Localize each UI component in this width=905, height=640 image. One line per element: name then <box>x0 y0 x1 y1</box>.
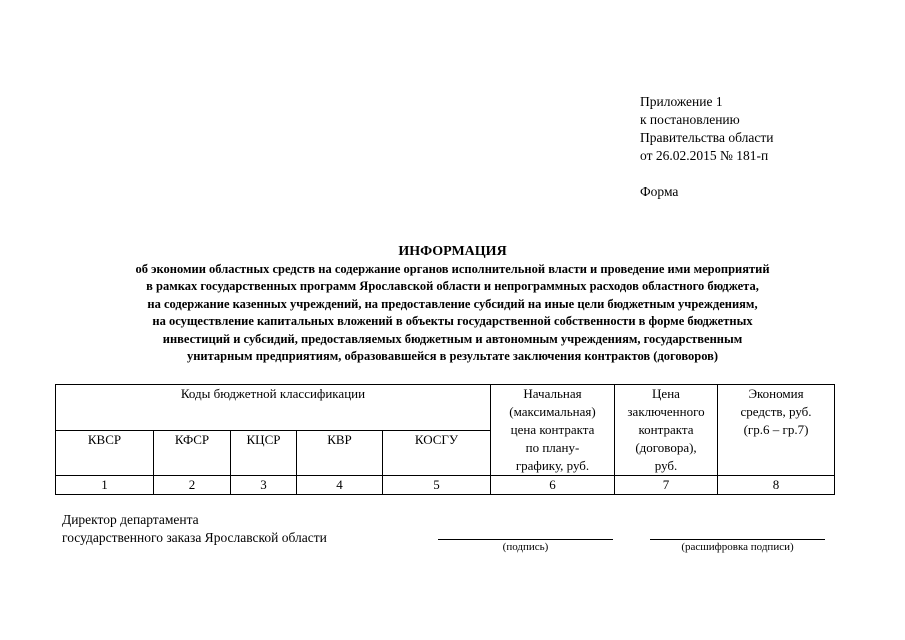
appendix-block <box>640 93 773 165</box>
header-line: по плану- <box>525 440 580 455</box>
title-line: на содержание казенных учреждений, на предоставление субсидий на иные цели бюджетным учреждениям, <box>147 296 758 311</box>
header-kosgu: КОСГУ <box>383 430 491 476</box>
signature-caption: (подпись) <box>502 541 549 553</box>
header-contract-price <box>615 385 718 476</box>
header-kvr: КВР <box>297 430 383 476</box>
header-line: средств, руб. <box>740 404 812 419</box>
signature-line <box>438 539 613 540</box>
title-line: на осуществление капитальных вложений в объекты государственной собственности в форме бюджетных <box>152 314 753 328</box>
appendix-line: к постановлению <box>640 112 740 127</box>
header-line: (максимальная) <box>509 404 596 419</box>
appendix-line: от 26.02.2015 № 181-п <box>640 148 769 163</box>
header-line: Экономия <box>748 386 804 401</box>
column-number: 8 <box>718 476 835 495</box>
header-line: цена контракта <box>510 422 595 437</box>
column-number: 2 <box>154 476 231 495</box>
header-kvsr: КВСР <box>56 430 154 476</box>
signature-position <box>62 511 327 547</box>
header-line: Начальная <box>523 386 582 401</box>
header-kfsr: КФСР <box>154 430 231 476</box>
budget-codes-table <box>55 384 835 495</box>
header-budget-classification: Коды бюджетной классификации <box>56 385 491 431</box>
header-line: Цена <box>652 386 680 401</box>
header-line: графику, руб. <box>515 458 590 473</box>
header-kcsr: КЦСР <box>231 430 297 476</box>
header-line: (гр.6 – гр.7) <box>743 422 809 437</box>
header-initial-price <box>491 385 615 476</box>
header-line: руб. <box>654 458 678 473</box>
position-line: Директор департамента <box>62 512 199 527</box>
header-line: (договора), <box>635 440 697 455</box>
document-title: ИНФОРМАЦИЯ <box>398 244 507 259</box>
column-number: 3 <box>231 476 297 495</box>
header-line: контракта <box>638 422 694 437</box>
document-title-block <box>40 243 865 366</box>
title-line: инвестиций и субсидий, предоставляемых бюджетным и автономным учреждениям, государственным <box>162 331 743 346</box>
header-line: заключенного <box>627 404 705 419</box>
column-number: 1 <box>56 476 154 495</box>
appendix-line: Правительства области <box>640 130 774 145</box>
column-number: 7 <box>615 476 718 495</box>
title-line: унитарным предприятиям, образовавшейся в результате заключения контрактов (договоров) <box>186 349 719 363</box>
header-savings <box>718 385 835 476</box>
column-number: 6 <box>491 476 615 495</box>
appendix-line: Приложение 1 <box>640 94 723 109</box>
column-number: 5 <box>383 476 491 495</box>
signature-decode-line <box>650 539 825 540</box>
title-line: об экономии областных средств на содержание органов исполнительной власти и проведение ими мероприятий <box>135 261 770 276</box>
form-label: Форма <box>640 184 679 199</box>
column-number: 4 <box>297 476 383 495</box>
position-line: государственного заказа Ярославской области <box>62 530 327 545</box>
signature-decode-caption: (расшифровка подписи) <box>681 541 794 553</box>
title-line: в рамках государственных программ Ярославской области и непрограммных расходов областного бюджета, <box>146 279 759 293</box>
